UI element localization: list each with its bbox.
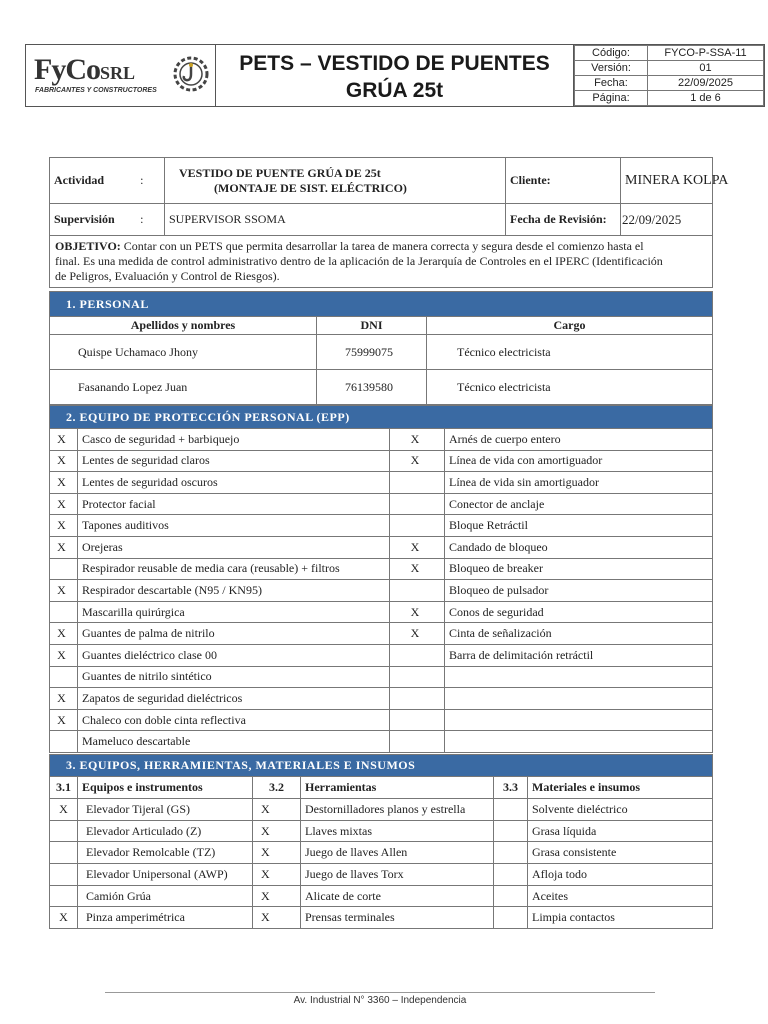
epp-mark-left: X xyxy=(50,644,78,666)
epp-mark-left: X xyxy=(50,623,78,645)
tool-mark: X xyxy=(253,820,301,842)
epp-item-right: Bloque Retráctil xyxy=(445,515,713,537)
person-name: Quispe Uchamaco Jhony xyxy=(50,335,317,370)
epp-mark-right xyxy=(390,580,445,602)
document-header xyxy=(25,44,765,107)
epp-row xyxy=(50,623,713,645)
epp-row xyxy=(50,709,713,731)
epp-mark-left xyxy=(50,666,78,688)
person-name: Fasanando Lopez Juan xyxy=(50,370,317,405)
epp-item-left: Guantes de nitrilo sintético xyxy=(78,666,390,688)
epp-mark-right xyxy=(390,709,445,731)
epp-row xyxy=(50,515,713,537)
epp-item-right xyxy=(445,709,713,731)
equipment-header-row xyxy=(50,777,713,799)
revision-date-label: Fecha de Revisión: xyxy=(506,204,621,236)
gear-hook-emblem-icon xyxy=(172,54,210,94)
epp-item-left: Lentes de seguridad oscuros xyxy=(78,472,390,494)
material-item: Grasa líquida xyxy=(528,820,713,842)
epp-mark-left: X xyxy=(50,709,78,731)
epp-item-right: Línea de vida con amortiguador xyxy=(445,450,713,472)
epp-mark-left: X xyxy=(50,493,78,515)
epp-mark-left xyxy=(50,601,78,623)
equipment-row xyxy=(50,820,713,842)
epp-item-right: Arnés de cuerpo entero xyxy=(445,429,713,451)
material-mark xyxy=(494,799,528,821)
epp-item-left: Mascarilla quirúrgica xyxy=(78,601,390,623)
meta-row: Fecha: 22/09/2025 xyxy=(575,76,764,91)
meta-row: Código: FYCO-P-SSA-11 xyxy=(575,46,764,61)
equipment-mark: X xyxy=(50,907,78,929)
epp-mark-left: X xyxy=(50,515,78,537)
logo-wordmark: FyCoSRL xyxy=(34,53,136,86)
tool-item: Prensas terminales xyxy=(301,907,494,929)
epp-row xyxy=(50,472,713,494)
tool-item: Juego de llaves Allen xyxy=(301,842,494,864)
equipment-row xyxy=(50,885,713,907)
tool-mark: X xyxy=(253,907,301,929)
epp-item-left: Guantes de palma de nitrilo xyxy=(78,623,390,645)
epp-item-left: Lentes de seguridad claros xyxy=(78,450,390,472)
epp-item-right: Bloqueo de pulsador xyxy=(445,580,713,602)
epp-row xyxy=(50,688,713,710)
epp-item-right: Barra de delimitación retráctil xyxy=(445,644,713,666)
supervision-colon: : xyxy=(120,204,165,236)
epp-row xyxy=(50,580,713,602)
personal-row xyxy=(50,335,713,370)
epp-item-left: Respirador reusable de media cara (reusable) + filtros xyxy=(78,558,390,580)
activity-info-table xyxy=(49,157,729,288)
column-header: Apellidos y nombres xyxy=(50,317,317,335)
tool-mark: X xyxy=(253,799,301,821)
epp-item-right xyxy=(445,731,713,753)
column-number: 3.2 xyxy=(253,777,301,799)
person-role: Técnico electricista xyxy=(427,335,713,370)
epp-row xyxy=(50,429,713,451)
epp-mark-right xyxy=(390,472,445,494)
personal-header-row xyxy=(50,317,713,335)
material-mark xyxy=(494,864,528,886)
epp-item-left: Tapones auditivos xyxy=(78,515,390,537)
epp-item-right xyxy=(445,666,713,688)
material-item: Aceites xyxy=(528,885,713,907)
epp-mark-left: X xyxy=(50,580,78,602)
equipment-item: Elevador Unipersonal (AWP) xyxy=(78,864,253,886)
activity-value: VESTIDO DE PUENTE GRÚA DE 25t (MONTAJE DE SIST. ELÉCTRICO) xyxy=(165,158,506,204)
epp-mark-left: X xyxy=(50,472,78,494)
material-mark xyxy=(494,820,528,842)
client-label: Cliente: xyxy=(506,158,621,204)
equipment-mark xyxy=(50,842,78,864)
tool-mark: X xyxy=(253,842,301,864)
equipment-item: Pinza amperimétrica xyxy=(78,907,253,929)
equipment-row xyxy=(50,864,713,886)
activity-colon: : xyxy=(120,158,165,204)
epp-row xyxy=(50,450,713,472)
tool-item: Llaves mixtas xyxy=(301,820,494,842)
personal-row xyxy=(50,370,713,405)
tool-mark: X xyxy=(253,885,301,907)
revision-date-value: 22/09/2025 xyxy=(621,204,713,236)
epp-mark-right xyxy=(390,644,445,666)
objective-text: OBJETIVO: Contar con un PETS que permita desarrollar la tarea de manera correcta y segura desde el comienzo hasta el final. Es una medida de control administrativo dentro de la aplicación de la Jerarquía de Controles en el IPERC (Identificación de Peligros, Evaluación y Control de Riesgos). xyxy=(50,236,713,288)
supervision-row xyxy=(50,204,713,236)
tool-item: Destornilladores planos y estrella xyxy=(301,799,494,821)
material-item: Solvente dieléctrico xyxy=(528,799,713,821)
epp-mark-right xyxy=(390,666,445,688)
meta-row: Versión: 01 xyxy=(575,61,764,76)
epp-mark-left xyxy=(50,558,78,580)
epp-item-right: Conos de seguridad xyxy=(445,601,713,623)
equipment-row xyxy=(50,907,713,929)
equipment-item: Elevador Remolcable (TZ) xyxy=(78,842,253,864)
column-header: Materiales e insumos xyxy=(528,777,713,799)
epp-mark-left: X xyxy=(50,429,78,451)
epp-table xyxy=(49,405,713,753)
equipment-mark xyxy=(50,885,78,907)
document-meta-table xyxy=(574,45,764,106)
equipment-item: Camión Grúa xyxy=(78,885,253,907)
epp-row xyxy=(50,644,713,666)
epp-item-left: Zapatos de seguridad dieléctricos xyxy=(78,688,390,710)
epp-mark-right: X xyxy=(390,601,445,623)
supervision-value: SUPERVISOR SSOMA xyxy=(165,204,506,236)
epp-mark-left xyxy=(50,731,78,753)
tool-item: Alicate de corte xyxy=(301,885,494,907)
epp-item-left: Protector facial xyxy=(78,493,390,515)
epp-mark-right xyxy=(390,731,445,753)
epp-mark-right: X xyxy=(390,558,445,580)
tool-mark: X xyxy=(253,864,301,886)
material-mark xyxy=(494,907,528,929)
column-header: Herramientas xyxy=(301,777,494,799)
document-title: PETS – VESTIDO DE PUENTES GRÚA 25t xyxy=(216,45,574,106)
section-personal-title: 1. PERSONAL xyxy=(50,292,713,317)
column-header: DNI xyxy=(317,317,427,335)
epp-mark-right: X xyxy=(390,429,445,451)
epp-mark-left: X xyxy=(50,688,78,710)
equipment-mark: X xyxy=(50,799,78,821)
material-item: Afloja todo xyxy=(528,864,713,886)
equipment-mark xyxy=(50,820,78,842)
person-role: Técnico electricista xyxy=(427,370,713,405)
epp-row xyxy=(50,601,713,623)
epp-mark-left: X xyxy=(50,536,78,558)
column-number: 3.3 xyxy=(494,777,528,799)
epp-item-right: Conector de anclaje xyxy=(445,493,713,515)
logo-tagline: FABRICANTES Y CONSTRUCTORES xyxy=(35,87,157,94)
epp-row xyxy=(50,666,713,688)
footer-divider xyxy=(105,992,655,993)
equipment-item: Elevador Tijeral (GS) xyxy=(78,799,253,821)
column-number: 3.1 xyxy=(50,777,78,799)
epp-item-right: Candado de bloqueo xyxy=(445,536,713,558)
material-item: Grasa consistente xyxy=(528,842,713,864)
epp-item-right: Línea de vida sin amortiguador xyxy=(445,472,713,494)
column-header: Cargo xyxy=(427,317,713,335)
epp-row xyxy=(50,536,713,558)
section-equipment-title: 3. EQUIPOS, HERRAMIENTAS, MATERIALES E INSUMOS xyxy=(50,755,713,777)
epp-item-right xyxy=(445,688,713,710)
epp-item-left: Casco de seguridad + barbiquejo xyxy=(78,429,390,451)
epp-mark-right xyxy=(390,688,445,710)
personal-table xyxy=(49,291,713,405)
epp-mark-right: X xyxy=(390,536,445,558)
activity-row xyxy=(50,158,713,204)
epp-mark-left: X xyxy=(50,450,78,472)
epp-item-left: Mameluco descartable xyxy=(78,731,390,753)
client-value: MINERA KOLPA xyxy=(621,158,713,204)
epp-item-left: Respirador descartable (N95 / KN95) xyxy=(78,580,390,602)
epp-row xyxy=(50,493,713,515)
epp-row xyxy=(50,558,713,580)
epp-item-left: Chaleco con doble cinta reflectiva xyxy=(78,709,390,731)
person-dni: 76139580 xyxy=(317,370,427,405)
supervision-label: Supervisión xyxy=(50,204,120,236)
epp-mark-right xyxy=(390,493,445,515)
epp-item-right: Cinta de señalización xyxy=(445,623,713,645)
column-header: Equipos e instrumentos xyxy=(78,777,253,799)
epp-row xyxy=(50,731,713,753)
objective-row xyxy=(50,236,713,288)
epp-item-left: Guantes dieléctrico clase 00 xyxy=(78,644,390,666)
equipment-item: Elevador Articulado (Z) xyxy=(78,820,253,842)
epp-item-right: Bloqueo de breaker xyxy=(445,558,713,580)
tool-item: Juego de llaves Torx xyxy=(301,864,494,886)
material-mark xyxy=(494,885,528,907)
equipment-row xyxy=(50,842,713,864)
equipment-table xyxy=(49,754,713,929)
material-item: Limpia contactos xyxy=(528,907,713,929)
activity-label: Actividad xyxy=(50,158,120,204)
meta-row: Página: 1 de 6 xyxy=(575,91,764,106)
person-dni: 75999075 xyxy=(317,335,427,370)
material-mark xyxy=(494,842,528,864)
section-epp-title: 2. EQUIPO DE PROTECCIÓN PERSONAL (EPP) xyxy=(50,406,713,429)
epp-mark-right: X xyxy=(390,623,445,645)
epp-item-left: Orejeras xyxy=(78,536,390,558)
equipment-mark xyxy=(50,864,78,886)
company-logo xyxy=(26,45,216,106)
epp-mark-right xyxy=(390,515,445,537)
footer-address: Av. Industrial N° 3360 – Independencia xyxy=(293,995,467,1006)
epp-mark-right: X xyxy=(390,450,445,472)
equipment-row xyxy=(50,799,713,821)
